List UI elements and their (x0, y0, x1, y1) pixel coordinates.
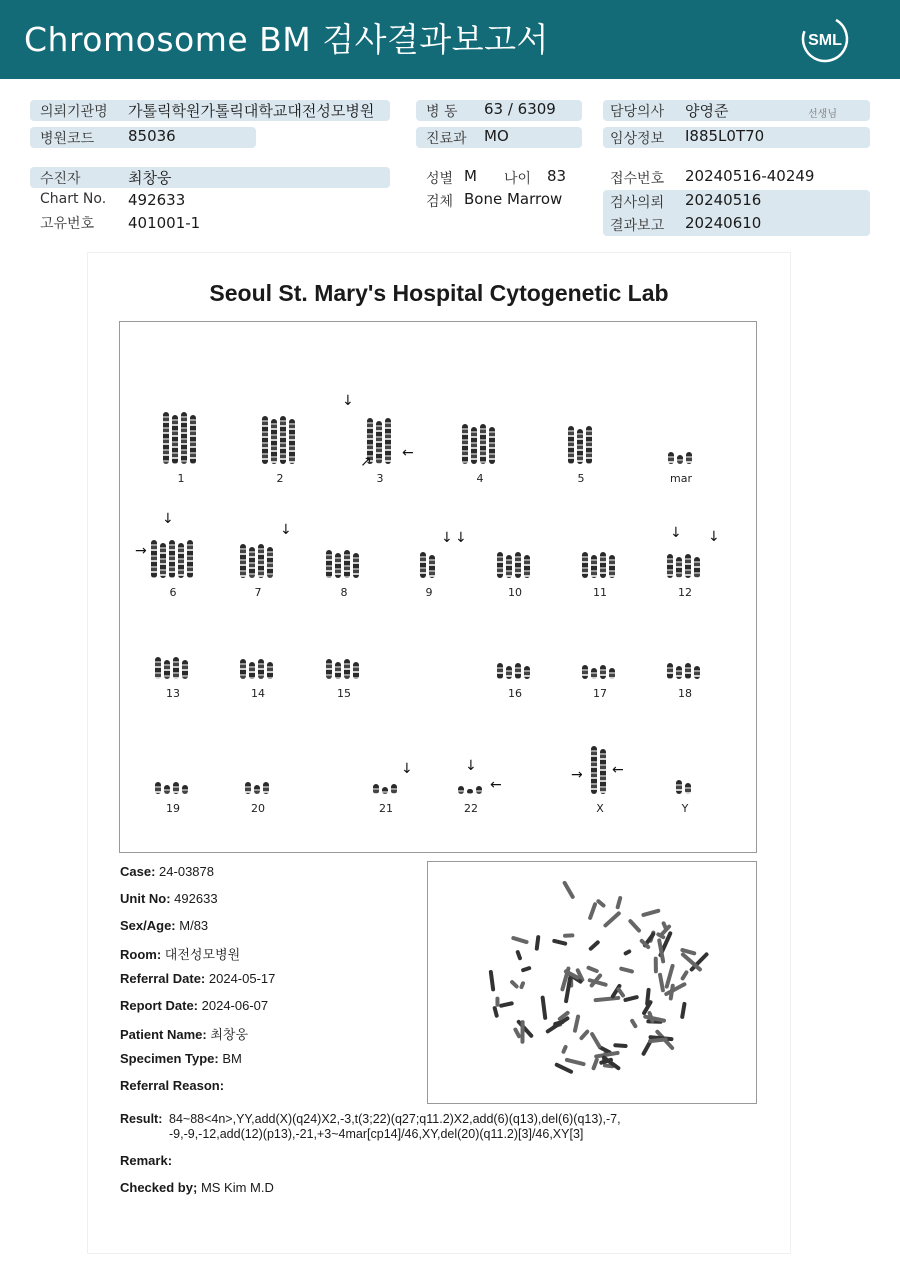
chromosome-group-4 (462, 424, 495, 464)
report-value: 20240610 (685, 214, 762, 232)
metaphase-chromosome (654, 957, 658, 974)
chromosome-group-1 (163, 412, 196, 464)
chromosome-label-18: 18 (678, 687, 692, 700)
metaphase-spread (428, 862, 756, 1103)
patient-label: 수진자 (40, 171, 81, 187)
institution-value: 가톨릭학원가톨릭대학교대전성모병원 (128, 102, 375, 120)
dept-label: 진료과 (426, 131, 467, 147)
report-date-line: Report Date: 2024-06-07 (120, 998, 269, 1013)
metaphase-chromosome (613, 1043, 628, 1048)
patient-row (30, 167, 390, 188)
remark-line: Remark: (120, 1153, 173, 1168)
chromosome-group-2 (262, 416, 295, 464)
checked-line: Checked by; MS Kim M.D (120, 1180, 274, 1195)
doctor-label: 담당의사 (610, 104, 665, 120)
metaphase-chromosome (586, 965, 599, 974)
chromosome-label-9: 9 (425, 586, 433, 599)
metaphase-chromosome (511, 936, 529, 945)
chromosome-label-2: 2 (276, 472, 284, 485)
chromosome-label-17: 17 (593, 687, 607, 700)
metaphase-chromosome (509, 979, 519, 989)
chromosome-label-16: 16 (508, 687, 522, 700)
chromosome-label-21: 21 (379, 802, 393, 815)
chromosome-group-22 (458, 786, 482, 794)
ward-value: 63 / 6309 (484, 100, 556, 118)
chromosome-label-7: 7 (254, 586, 262, 599)
metaphase-chromosome (589, 1031, 602, 1049)
chromosome-group-6 (151, 540, 193, 578)
metaphase-chromosome (540, 995, 547, 1020)
sexage-line: Sex/Age: M/83 (120, 918, 209, 933)
clinical-label: 임상정보 (610, 131, 665, 147)
institution-label: 의뢰기관명 (40, 104, 108, 120)
metaphase-chromosome (515, 950, 522, 961)
specimen-value: Bone Marrow (464, 190, 563, 208)
unique-value: 401001-1 (128, 214, 201, 232)
chromosome-label-X: X (596, 802, 604, 815)
metaphase-chromosome (603, 911, 622, 929)
chromosome-group-X (591, 746, 606, 794)
patient-name-line: Patient Name: 최창웅 (120, 1027, 249, 1042)
chromosome-group-14 (240, 659, 273, 679)
chromosome-group-13 (155, 657, 188, 679)
lab-title: Seoul St. Mary's Hospital Cytogenetic Lab (209, 280, 669, 306)
metaphase-chromosome (513, 1027, 522, 1039)
svg-text:SML: SML (808, 32, 842, 49)
chromosome-group-19 (155, 782, 188, 794)
chromosome-label-1: 1 (177, 472, 185, 485)
abnormality-arrow-icon: ↓ (162, 511, 174, 527)
metaphase-chromosome (545, 1016, 570, 1035)
result-line-2: -9,-9,-12,add(12)(p13),-21,+3~4mar[cp14]/46,XY,del(20)(q11.2)[3]/46,XY[3] (169, 1127, 584, 1141)
chromosome-group-18 (667, 663, 700, 679)
karyogram (119, 321, 757, 853)
abnormality-arrow-icon: ↗ (360, 454, 372, 470)
chromosome-group-17 (582, 665, 615, 679)
abnormality-arrow-icon: ↓ (441, 530, 453, 546)
metaphase-chromosome (658, 972, 666, 992)
abnormality-arrow-icon: ↓ (455, 530, 467, 546)
result-block (120, 1112, 760, 1141)
chromosome-label-4: 4 (476, 472, 484, 485)
specimen-type-line: Specimen Type: BM (120, 1051, 242, 1066)
chromosome-label-6: 6 (169, 586, 177, 599)
chromosome-group-16 (497, 663, 530, 679)
metaphase-chromosome (565, 1058, 586, 1067)
metaphase-chromosome (628, 918, 642, 933)
chromosome-group-mar (668, 452, 692, 464)
chromosome-label-mar: mar (670, 472, 692, 485)
abnormality-arrow-icon: ↓ (670, 525, 682, 541)
metaphase-chromosome (562, 880, 576, 899)
chromosome-group-21 (373, 784, 397, 794)
chromosome-label-8: 8 (340, 586, 348, 599)
hospital-code-label: 병원코드 (40, 131, 95, 147)
abnormality-arrow-icon: ↓ (342, 393, 354, 409)
request-value: 20240516 (685, 191, 762, 209)
metaphase-chromosome (588, 940, 601, 952)
chromosome-group-Y (676, 780, 691, 794)
report-title: Chromosome BM 검사결과보고서 (24, 20, 549, 59)
metaphase-chromosome (591, 1057, 599, 1071)
abnormality-arrow-icon: ↓ (708, 529, 720, 545)
request-label: 검사의뢰 (610, 195, 665, 211)
case-line: Case: 24-03878 (120, 864, 214, 879)
chromosome-label-14: 14 (251, 687, 265, 700)
chromosome-label-11: 11 (593, 586, 607, 599)
metaphase-chromosome (521, 966, 532, 973)
referral-reason-line: Referral Reason: (120, 1078, 225, 1093)
referral-date-line: Referral Date: 2024-05-17 (120, 971, 276, 986)
metaphase-chromosome (596, 898, 607, 908)
chromosome-group-8 (326, 550, 359, 578)
metaphase-chromosome (573, 1014, 581, 1033)
metaphase-chromosome (593, 996, 620, 1003)
doctor-value: 양영준 (685, 102, 729, 120)
hospital-code-value: 85036 (128, 127, 176, 145)
specimen-label: 검체 (426, 194, 454, 210)
metaphase-chromosome (535, 935, 541, 951)
metaphase-chromosome (629, 1018, 638, 1029)
metaphase-chromosome (492, 1006, 499, 1018)
sex-label: 성별 (426, 171, 454, 187)
chart-value: 492633 (128, 191, 186, 209)
metaphase-chromosome (489, 970, 496, 992)
chromosome-group-5 (568, 426, 592, 464)
chromosome-label-5: 5 (577, 472, 585, 485)
chromosome-label-Y: Y (681, 802, 689, 815)
header-bar (0, 0, 900, 79)
abnormality-arrow-icon: → (135, 543, 147, 559)
metaphase-chromosome (561, 1044, 568, 1054)
sml-logo (800, 14, 850, 64)
metaphase-chromosome (615, 896, 622, 910)
chromosome-label-13: 13 (166, 687, 180, 700)
chromosome-label-20: 20 (251, 802, 265, 815)
abnormality-arrow-icon: ← (612, 762, 624, 778)
chromosome-label-12: 12 (678, 586, 692, 599)
doctor-suffix: 선생님 (808, 109, 837, 120)
receipt-label: 접수번호 (610, 171, 665, 187)
unique-label: 고유번호 (40, 216, 95, 232)
metaphase-chromosome (563, 933, 575, 938)
abnormality-arrow-icon: ← (402, 445, 414, 461)
metaphase-chromosome (680, 1002, 687, 1020)
ward-label: 병 동 (426, 104, 458, 120)
patient-value: 최창웅 (128, 169, 172, 187)
chromosome-group-11 (582, 552, 615, 578)
unit-line: Unit No: 492633 (120, 891, 218, 906)
metaphase-image (427, 861, 757, 1104)
abnormality-arrow-icon: → (571, 767, 583, 783)
metaphase-chromosome (552, 939, 568, 947)
age-label: 나이 (504, 171, 532, 187)
chromosome-label-15: 15 (337, 687, 351, 700)
metaphase-chromosome (520, 1020, 524, 1044)
chromosome-group-15 (326, 659, 359, 679)
abnormality-arrow-icon: ↓ (465, 758, 477, 774)
metaphase-chromosome (579, 1029, 590, 1041)
abnormality-arrow-icon: ↓ (401, 761, 413, 777)
dept-value: MO (484, 127, 509, 145)
chromosome-label-22: 22 (464, 802, 478, 815)
metaphase-chromosome (623, 995, 639, 1003)
chart-label: Chart No. (40, 191, 107, 207)
metaphase-chromosome (554, 1062, 574, 1074)
clinical-value: I885L0T70 (685, 127, 765, 145)
metaphase-chromosome (641, 908, 661, 917)
receipt-value: 20240516-40249 (685, 167, 815, 185)
metaphase-chromosome (499, 1001, 514, 1008)
metaphase-chromosome (680, 970, 689, 982)
metaphase-chromosome (519, 981, 526, 990)
chromosome-label-19: 19 (166, 802, 180, 815)
age-value: 83 (547, 167, 567, 185)
room-line: Room: 대전성모병원 (120, 947, 241, 962)
chromosome-group-20 (245, 782, 269, 794)
result-label: Result: (120, 1112, 163, 1126)
metaphase-chromosome (495, 997, 499, 1007)
metaphase-chromosome (619, 966, 635, 974)
chromosome-group-7 (240, 544, 273, 578)
chromosome-label-3: 3 (376, 472, 384, 485)
chromosome-label-10: 10 (508, 586, 522, 599)
sex-value: M (464, 167, 477, 185)
chromosome-group-12 (667, 554, 700, 578)
abnormality-arrow-icon: ← (490, 777, 502, 793)
metaphase-chromosome (588, 902, 598, 921)
abnormality-arrow-icon: ↓ (280, 522, 292, 538)
chromosome-group-10 (497, 552, 530, 578)
report-label: 결과보고 (610, 218, 665, 234)
result-line-1: 84~88<4n>,YY,add(X)(q24)X2,-3,t(3;22)(q27;q11.2)X2,add(6)(q13),del(6)(q13),-7, (169, 1112, 621, 1126)
metaphase-chromosome (623, 949, 632, 956)
chromosome-group-9 (420, 552, 435, 578)
